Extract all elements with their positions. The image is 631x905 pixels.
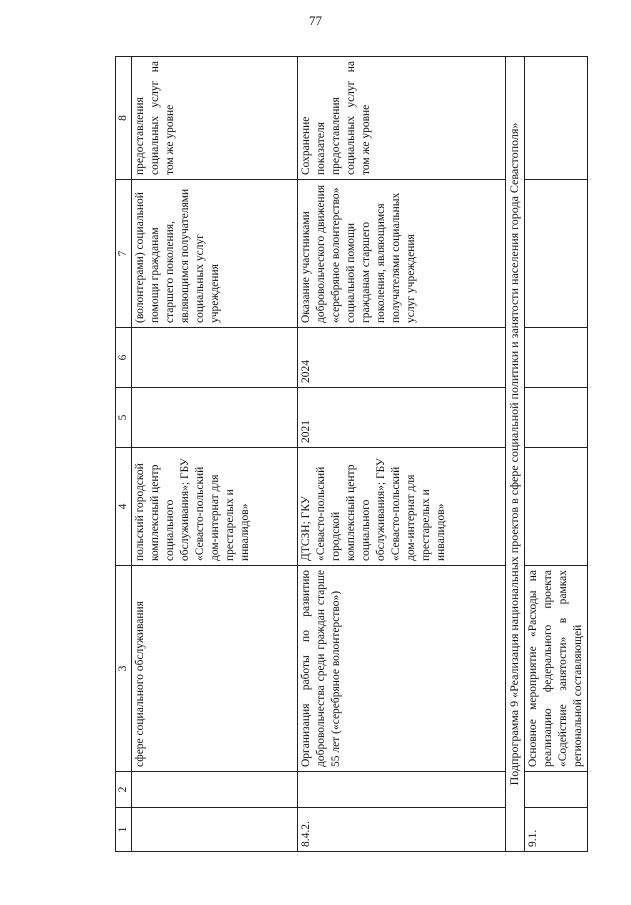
table-row [132,57,298,852]
column-number: 3 [116,566,132,772]
cell-consequences: Сохранение показателя предоставления социальных услуг на том же уровне [298,57,506,180]
cell-start-year [132,388,298,448]
cell-start-year [525,388,588,448]
measures-table [115,56,588,852]
column-number-row [116,57,132,852]
rotated-table-container [115,57,584,852]
column-number: 5 [116,388,132,448]
cell-expected-result: Оказание участниками добровольческого движения «серебряное волонтерство» социальной помощи гражданам старшего поколения, являющимся получателями социальных услуг учреждения [298,180,506,328]
table-row [298,57,506,852]
cell-measure-name: Основное мероприятие «Расходы на реализацию федерального проекта «Содействие занятости» в рамках региональной составляющей [525,566,588,772]
subprogram-title: Подпрограмма 9 «Реализация национальных проектов в сфере социальной политики и занятости населения города Севастополя» [506,57,525,852]
cell-consequences: предоставления социальных услуг на том же уровне [132,57,298,180]
column-number: 1 [116,808,132,852]
cell-expected-result: (волонтерами) социальной помощи гражданам старшего поколения, являющимся получателями социальных услуг учреждения [132,180,298,328]
cell-col2 [298,772,506,808]
cell-number [132,808,298,852]
cell-measure-name: Организация работы по развитию добровольчества среди граждан старше 55 лет («серебряное волонтерство») [298,566,506,772]
column-number: 8 [116,57,132,180]
subprogram-row [506,57,525,852]
page-number: 77 [309,13,322,28]
cell-executor: ДТСЗН; ГКУ «Севасто-польский городской комплексный центр социального обслуживания»; ГБУ «Севасто-польский дом-интернат для престарелых и инвалидов» [298,448,506,566]
table-row [525,57,588,852]
cell-executor [525,448,588,566]
cell-col2 [132,772,298,808]
cell-end-year [132,328,298,388]
cell-consequences [525,57,588,180]
cell-measure-name: сфере социального обслуживания [132,566,298,772]
cell-expected-result [525,180,588,328]
cell-number: 9.1. [525,808,588,852]
cell-end-year [525,328,588,388]
column-number: 4 [116,448,132,566]
cell-end-year: 2024 [298,328,506,388]
column-number: 2 [116,772,132,808]
cell-col2 [525,772,588,808]
cell-start-year: 2021 [298,388,506,448]
cell-number: 8.4.2. [298,808,506,852]
column-number: 6 [116,328,132,388]
cell-executor: польский городской комплексный центр социального обслуживания»; ГБУ «Севасто-польский дом-интернат для престарелых и инвалидов» [132,448,298,566]
column-number: 7 [116,180,132,328]
